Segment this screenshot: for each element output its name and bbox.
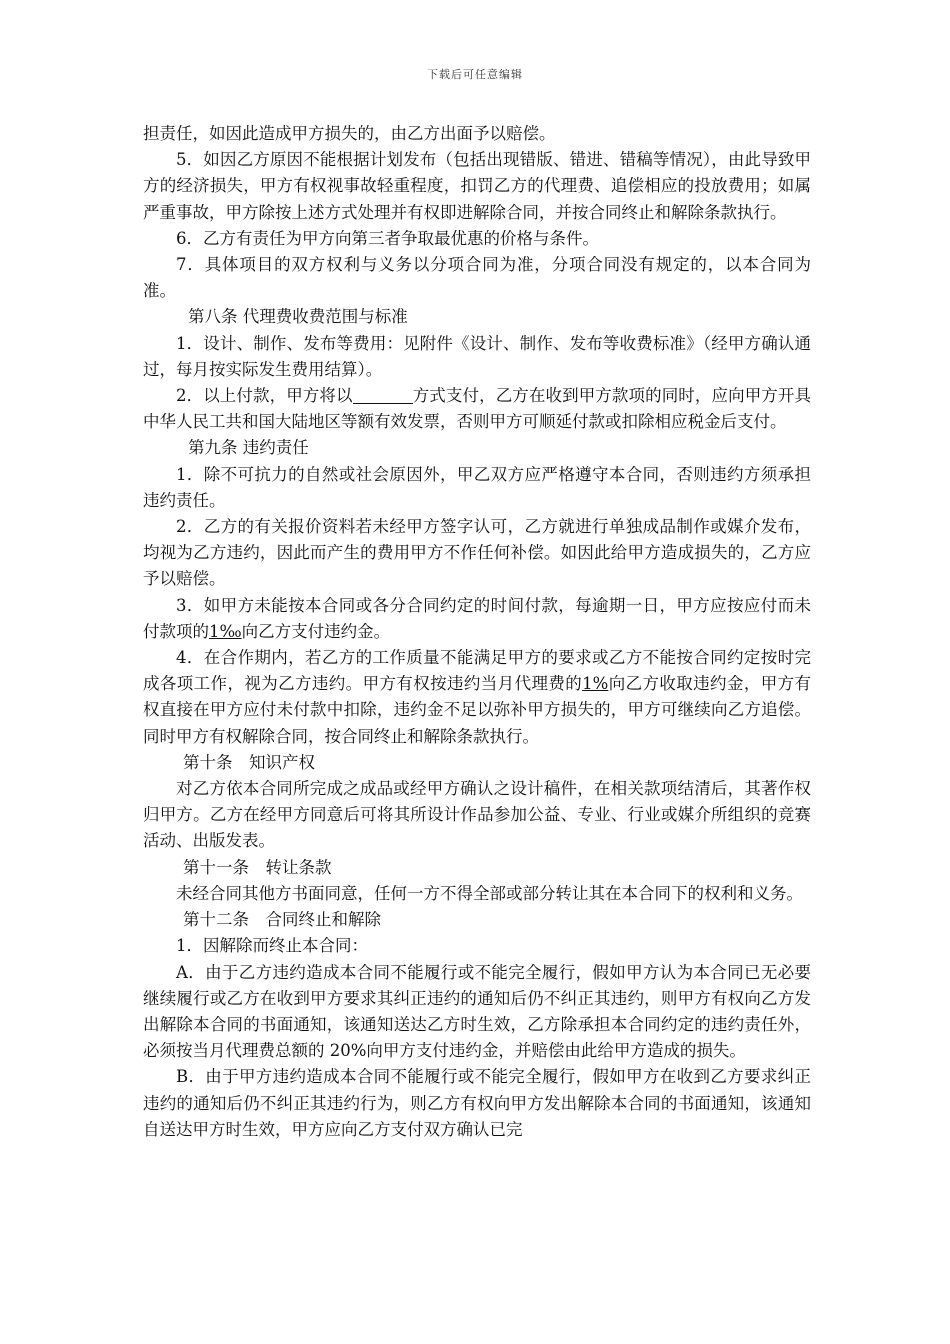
article-heading-10: 第十条 知识产权 <box>183 752 315 772</box>
document-body <box>143 121 811 1143</box>
text-fragment: 3．如甲方未能按本合同或各分合同约定的时间付款，每逾期一日，甲方应按应付而未付款项的 <box>143 595 811 641</box>
article-heading-11: 第十一条 转让条款 <box>183 857 332 877</box>
text-fragment: 方式支付，乙方在收到甲方款项的同时，应向甲方开具中华人民工共和国大陆地区等额有效发票，否则甲方可顺延付款或扣除相应税金后支付。 <box>143 386 812 432</box>
penalty-rate: 1‰ <box>209 621 242 641</box>
paragraph <box>143 645 811 750</box>
paragraph: 1．除不可抗力的自然或社会原因外，甲乙双方应严格遵守本合同，否则违约方须承担违约责任。 <box>143 464 811 510</box>
text-fragment: 4．在合作期内，若乙方的工作质量不能满足甲方的要求或乙方不能按合同约定按时完成各项工作，视为乙方违约。甲方有权按违约当月代理费的 <box>143 648 811 694</box>
paragraph: 对乙方依本合同所完成之成品或经甲方确认之设计稿件，在相关款项结清后，其著作权归甲方。乙方在经甲方同意后可将其所设计作品参加公益、专业、行业或媒介所组织的竞赛活动、出版发表。 <box>143 779 811 851</box>
article-heading-8: 第八条 代理费收费范围与标准 <box>188 307 408 327</box>
text-fragment: 向乙方支付违约金。 <box>241 621 391 641</box>
paragraph: 1．因解除而终止本合同： <box>176 936 368 956</box>
paragraph: 担责任，如因此造成甲方损失的，由乙方出面予以赔偿。 <box>143 124 556 143</box>
text-fragment: 向乙方收取违约金，甲方有权直接在甲方应付未付款中扣除，违约金不足以弥补甲方损失的，甲方可继续向乙方追偿。同时甲方有权解除合同，按合同终止和解除条款执行。 <box>143 674 812 746</box>
paragraph: 6．乙方有责任为甲方向第三者争取最优惠的价格与条件。 <box>176 228 599 248</box>
text-fragment: 2．以上付款，甲方将以 <box>176 386 353 406</box>
article-heading-9: 第九条 违约责任 <box>188 438 309 458</box>
penalty-rate: 1% <box>582 674 609 694</box>
page-header-note: 下载后可任意编辑 <box>427 68 523 81</box>
paragraph <box>143 593 811 645</box>
paragraph <box>143 383 811 435</box>
paragraph: 5．如因乙方原因不能根据计划发布（包括出现错版、错进、错稿等情况），由此导致甲方的经济损失，甲方有权视事故轻重程度，扣罚乙方的代理费、追偿相应的投放费用；如属严重事故，甲方除按上述方式处理并有权即进解除合同，并按合同终止和解除条款执行。 <box>143 150 811 222</box>
article-heading-12: 第十二条 合同终止和解除 <box>183 910 381 930</box>
paragraph: B．由于甲方违约造成本合同不能履行或不能完全履行，假如甲方在收到乙方要求纠正违约的通知后仍不纠正其违约行为，则乙方有权向甲方发出解除本合同的书面通知，该通知自送达甲方时生效，甲方应向乙方支付双方确认已完 <box>143 1067 811 1139</box>
paragraph: 2．乙方的有关报价资料若未经甲方签字认可，乙方就进行单独成品制作或媒介发布，均视为乙方违约，因此而产生的费用甲方不作任何补偿。如因此给甲方造成损失的，乙方应予以赔偿。 <box>143 517 811 589</box>
blank-fill-line <box>353 387 413 404</box>
paragraph: 7．具体项目的双方权利与义务以分项合同为准，分项合同没有规定的，以本合同为准。 <box>143 255 811 301</box>
paragraph: 未经合同其他方书面同意，任何一方不得全部或部分转让其在本合同下的权利和义务。 <box>176 883 803 903</box>
paragraph: A．由于乙方违约造成本合同不能履行或不能完全履行，假如甲方认为本合同已无必要继续履行或乙方在收到甲方要求其纠正违约的通知后仍不纠正其违约，则甲方有权向乙方发出解除本合同的书面通知，该通知送达乙方时生效，乙方除承担本合同约定的违约责任外，必须按当月代理费总额的 20%向甲方支付违约金，并赔偿由此给甲方造成的损失。 <box>143 962 811 1061</box>
paragraph: 1．设计、制作、发布等费用：见附件《设计、制作、发布等收费标准》（经甲方确认通过，每月按实际发生费用结算）。 <box>143 333 811 379</box>
